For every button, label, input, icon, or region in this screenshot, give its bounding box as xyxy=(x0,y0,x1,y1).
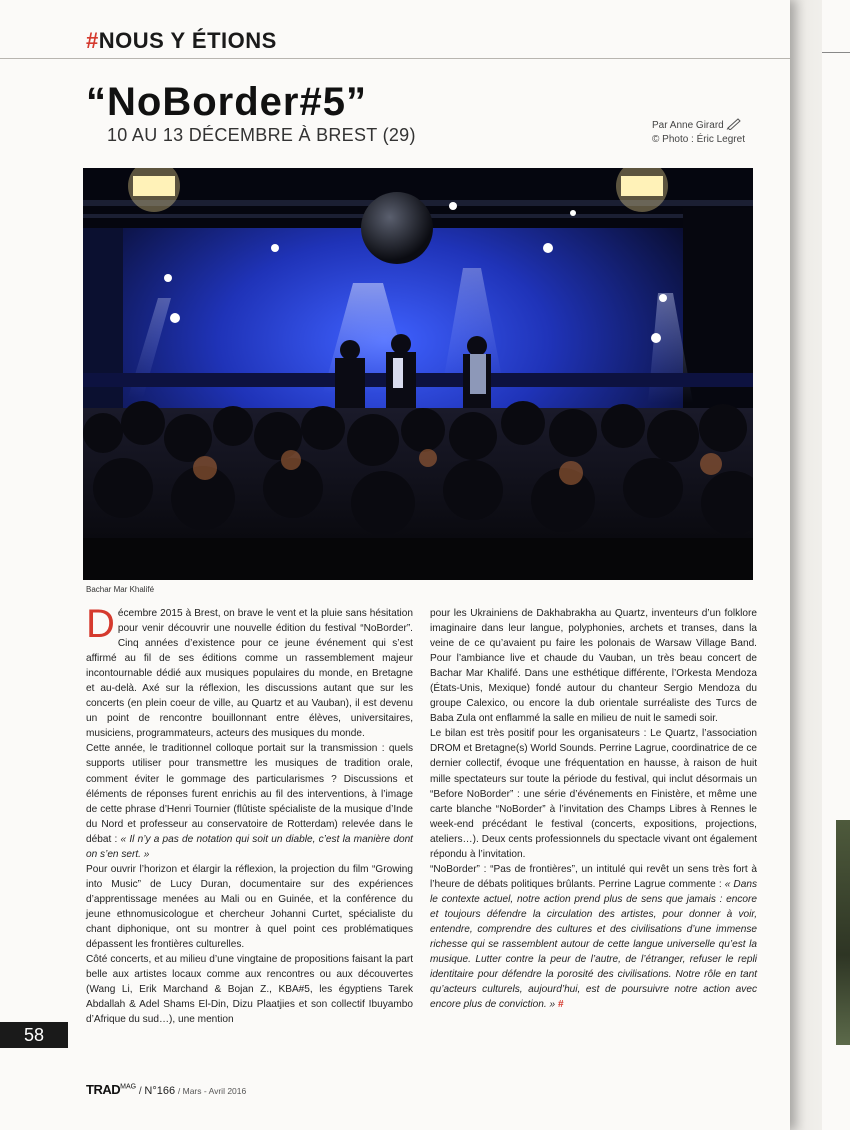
next-page-edge xyxy=(822,0,850,1130)
footer-separator: / xyxy=(138,1086,142,1097)
article-column-left xyxy=(86,602,413,1027)
article-subtitle: 10 AU 13 DÉCEMBRE À BREST (29) xyxy=(107,125,416,145)
paragraph: Le bilan est très positif pour les organisateurs : Le Quartz, l’association DROM et Bretagne(s) World Sounds. Perrine Lagrue, coordinatrice de ce dernier collectif, évoque une fréquentation en hausse, à raison de huit mille spectateurs sur toute la période du festival, qui inclut désormais un “Before NoBorder” : une série d’événements en Finistère, et même une carte blanche “NoBorder” à l’invitation des Champs Libres à Rennes le week-end précédant le festival (concerts, expositions, projections, ateliers…). Deux cents professionnels du spectacle vivant ont également répondu à l’invitation. xyxy=(430,728,757,860)
paragraph: Cette année, le traditionnel colloque portait sur la transmission : quels supports utiliser pour transmettre les musiques de tradition orale, comment éviter le gommage des particularismes ? Discussions et éléments de réponses furent enrichis au fil des interventions, à l’image de cette phrase d’Henri Tournier (flûtiste spécialiste de la musique d’Inde du Nord et professeur au conservatoire de Rotterdam) relevée dans le débat : « Il n’y a pas de notation qui soit un diable, c’est la manière dont on s’en sert. » xyxy=(86,743,413,860)
article-column-right xyxy=(430,606,757,1012)
photo-caption: Bachar Mar Khalifé xyxy=(86,585,155,594)
author-byline: Par Anne Girard xyxy=(652,120,724,131)
paragraph: Décembre 2015 à Brest, on brave le vent et la pluie sans hésitation pour venir découvrir une nouvelle édition du festival “NoBorder”. Cinq années d’existence pour ce jeune événement qui s’est affirmé au fil de ses éditions comme un rassemblement majeur incontournable dédié aux musiques populaires du monde, en Bretagne et au-delà. Axé sur la réflexion, les discussions autant que sur les concerts (en plein coeur de ville, au Quartz et au Vauban), il est devenu un point de rencontre bouillonnant entre élèves, universitaires, musiciens, programmateurs, acteurs des musiques du monde. xyxy=(86,602,413,740)
section-divider xyxy=(0,58,790,59)
magazine-footer xyxy=(86,1082,246,1097)
paragraph: Côté concerts, et au milieu d’une vingtaine de propositions faisant la part belle aux artistes locaux comme aux rencontres ou aux découvertes (Wang Li, Erik Marchand & Bojan Z., KBA#5, les égyptiens Tarek Abdallah & Adel Shams El-Din, Dizu Plaatjies et son collectif Ibuyambo d’Afrique du sud…), une mention xyxy=(86,954,413,1026)
drop-cap: D xyxy=(86,602,115,646)
pen-icon xyxy=(726,118,742,130)
photo-credit: © Photo : Éric Legret xyxy=(652,134,745,145)
section-hash: # xyxy=(86,28,99,53)
paragraph: Pour ouvrir l’horizon et élargir la réflexion, la projection du film “Growing into Music” de Lucy Duran, documentaire sur des expériences d’apprentissage menées au Mali ou en Guinée, et la conférence du jeune ethnomusicologue et chercheur Johanni Curtet, spécialiste du chant diphonique, ont su montrer à quel point ces problématiques dépassent les frontières culturelles. xyxy=(86,863,413,951)
issue-date: / Mars - Avril 2016 xyxy=(177,1086,247,1096)
pull-quote: « Il n’y a pas de notation qui soit un diable, c’est la manière dont on s’en sert. » xyxy=(86,833,413,860)
issue-number: N°166 xyxy=(144,1085,176,1097)
paragraph: “NoBorder” : “Pas de frontières”, un intitulé qui revêt un sens très fort à l’heure de débats politiques brûlants. Perrine Lagrue commente : « Dans le contexte actuel, notre action prend plus de sens que jamais : encore et toujours défendre la circulation des artistes, pour donner à voir, entendre, comprendre des cultures et des civilisations d’une immense richesse qui se rassemblent autour de cette langue universelle qu’est la musique. Lutter contre la peur de l’autre, de l’étranger, refuser le repli identitaire pour défendre la porosité des civilisations. Notre rôle en tant qu’acteurs culturels, aujourd’hui, est de poursuivre notre action avec encore plus de conviction. » # xyxy=(430,863,757,1011)
end-mark: # xyxy=(557,999,564,1011)
page-number: 58 xyxy=(0,1022,68,1048)
concert-photo xyxy=(83,168,753,580)
article-title: “NoBorder#5” xyxy=(86,80,367,124)
section-label xyxy=(86,28,277,54)
section-label-text: NOUS Y ÉTIONS xyxy=(98,28,277,53)
paragraph: pour les Ukrainiens de Dakhabrakha au Quartz, inventeurs d’un folklore imaginaire dans leur langue, polyphonies, archets et transes, dans la veine de ce qu’avaient pu faire les polonais de Warsaw Village Band. Pour l’ambiance live et chaude du Vauban, un très beau concert de Bachar Mar Khalifé. Dans une esthétique différente, l’Orkesta Mendoza (États-Unis, Mexique) fondé autour du chanteur Sergio Mendoza du groupe Calexico, ou encore la dub orientale surréaliste des Turcs de Baba Zula ont enflammé la salle en milieu de nuit le samedi soir. xyxy=(430,608,757,725)
article-credits xyxy=(652,118,745,147)
magazine-logo: $TRAD^{MAG}$ xyxy=(86,1082,137,1097)
pull-quote: « Dans le contexte actuel, notre action prend plus de sens que jamais : encore et toujours défendre la circulation des artistes, pour donner à voir, entendre, comprendre des cultures et des civilisations d’une immense richesse qui se rassemblent autour de cette langue universelle qu’est la musique. Lutter contre la peur de l’autre, de l’étranger, refuser le repli identitaire pour défendre la porosité des civilisations. Notre rôle en tant qu’acteurs culturels, aujourd’hui, est de poursuivre notre action avec encore plus de conviction. » xyxy=(430,878,757,1011)
